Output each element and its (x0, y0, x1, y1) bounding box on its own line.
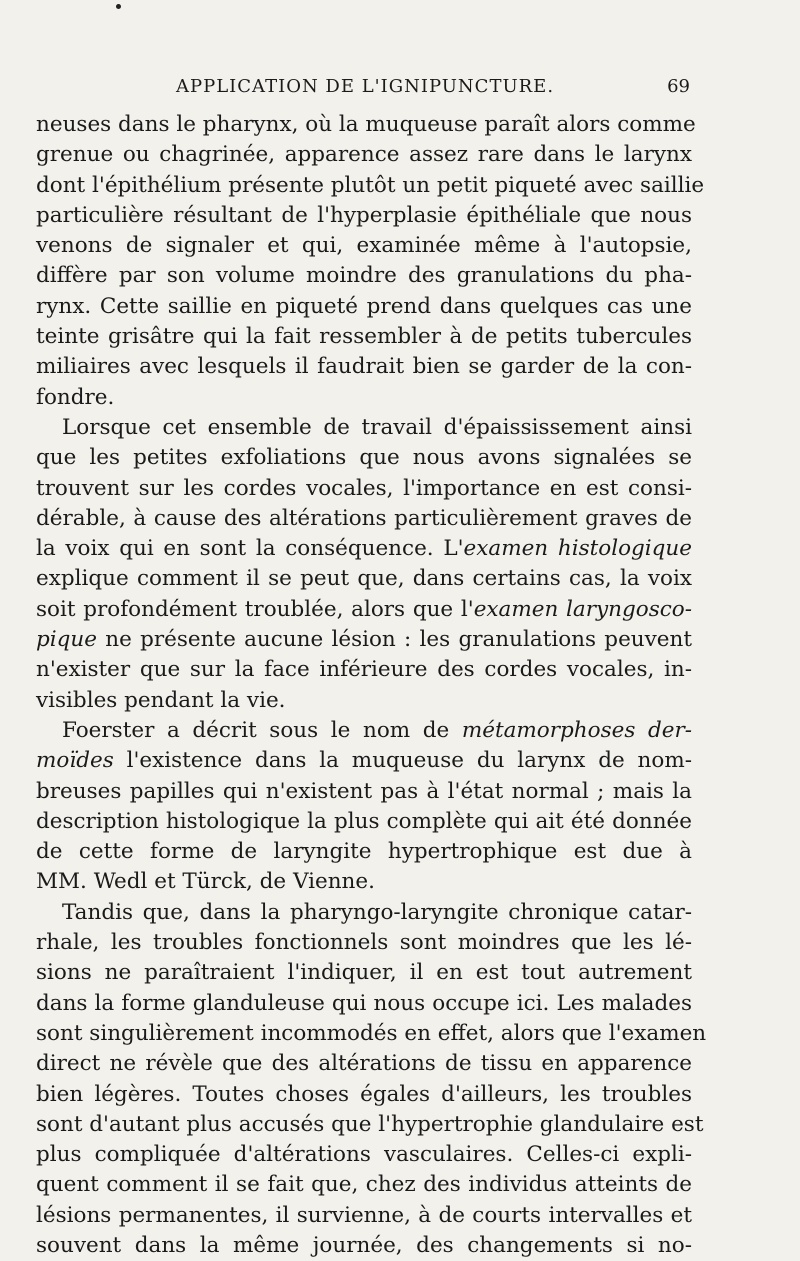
text-line: sont singulièrement incommodés en effet, alors que l'examen (36, 1020, 707, 1046)
italic-phrase: moïdes (36, 748, 114, 774)
text-line: souvent dans la même journée, des changements si no- (36, 1232, 692, 1258)
text-line: sions ne paraîtraient l'indiquer, il en est tout autrement (36, 960, 692, 986)
text-line: que les petites exfoliations que nous avons signalées se (36, 445, 692, 471)
text-line: n'exister que sur la face inférieure des cordes vocales, in- (36, 657, 692, 683)
text-line: explique comment il se peut que, dans certains cas, la voix (36, 566, 692, 592)
italic-phrase: pique (36, 627, 97, 653)
text-line: fondre. (36, 384, 115, 410)
paragraph-first-line: Tandis que, dans la pharyngo-laryngite chronique catar- (62, 899, 692, 925)
text-line: bien légères. Toutes choses égales d'ailleurs, les troubles (36, 1081, 692, 1107)
text-line: la voix qui en sont la conséquence. L'examen histologique (36, 536, 692, 562)
text-line: description histologique la plus complète qui ait été donnée (36, 808, 692, 834)
text-line: particulière résultant de l'hyperplasie épithéliale que nous (36, 202, 692, 228)
text-line: neuses dans le pharynx, où la muqueuse paraît alors comme (36, 112, 696, 137)
text-line: soit profondément troublée, alors que l'examen laryngosco- (36, 596, 693, 622)
text-line: rhale, les troubles fonctionnels sont moindres que les lé- (36, 930, 692, 956)
text-line: dérable, à cause des altérations particulièrement graves de (36, 505, 692, 531)
italic-phrase: métamorphoses der- (461, 717, 692, 743)
text-line: rynx. Cette saillie en piqueté prend dans quelques cas une (36, 293, 692, 319)
paragraph-first-line: Lorsque cet ensemble de travail d'épaississement ainsi (62, 414, 692, 440)
text-line: teinte grisâtre qui la fait ressembler à de petits tubercules (36, 324, 692, 350)
body-text (36, 110, 707, 1261)
text-line: miliaires avec lesquels il faudrait bien se garder de la con- (36, 354, 692, 380)
italic-phrase: examen laryngosco- (473, 596, 693, 622)
paragraph-first-line: Foerster a décrit sous le nom de métamorphoses der- (62, 717, 692, 743)
page-number: 69 (667, 76, 690, 97)
text-line: diffère par son volume moindre des granulations du pha- (36, 263, 692, 289)
running-title: APPLICATION DE L'IGNIPUNCTURE. (176, 76, 555, 97)
text-line: direct ne révèle que des altérations de tissu en apparence (36, 1051, 692, 1077)
text-line: MM. Wedl et Türck, de Vienne. (36, 869, 375, 895)
text-line: venons de signaler et qui, examinée même à l'autopsie, (36, 233, 692, 259)
italic-phrase: examen histologique (463, 536, 692, 562)
text-line: pique ne présente aucune lésion : les granulations peuvent (36, 627, 692, 653)
text-line: moïdes l'existence dans la muqueuse du larynx de nom- (36, 748, 692, 774)
text-line: dans la forme glanduleuse qui nous occupe ici. Les malades (36, 990, 692, 1016)
text-line: visibles pendant la vie. (36, 687, 286, 713)
text-line: grenue ou chagrinée, apparence assez rare dans le larynx (36, 142, 692, 168)
text-line: de cette forme de laryngite hypertrophique est due à (36, 839, 692, 865)
text-line: quent comment il se fait que, chez des individus atteints de (36, 1172, 692, 1198)
text-line: breuses papilles qui n'existent pas à l'état normal ; mais la (36, 778, 692, 804)
ink-mark (116, 4, 121, 9)
text-line: dont l'épithélium présente plutôt un petit piqueté avec saillie (36, 172, 705, 198)
text-line: plus compliquée d'altérations vasculaires. Celles-ci expli- (36, 1142, 692, 1168)
text-line: trouvent sur les cordes vocales, l'importance en est consi- (36, 475, 692, 501)
page-header (60, 76, 690, 102)
text-line: lésions permanentes, il survienne, à de courts intervalles et (36, 1202, 692, 1228)
text-line: sont d'autant plus accusés que l'hypertrophie glandulaire est (36, 1111, 704, 1137)
